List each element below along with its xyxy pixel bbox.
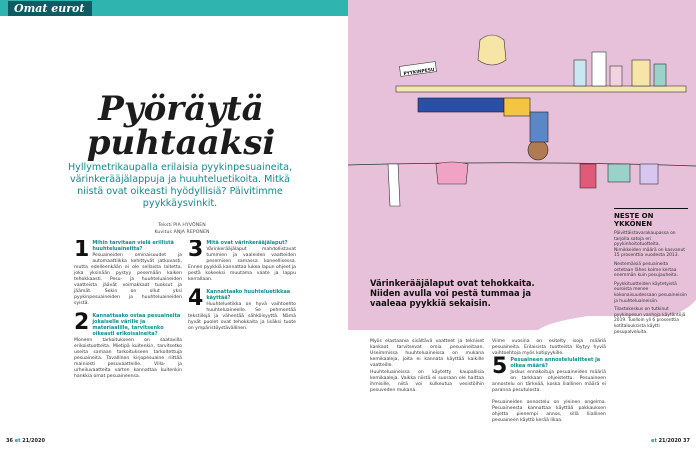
qa-section-3 [188, 240, 296, 283]
body-column-1 [74, 240, 182, 430]
sign-text: PYYKINPESU [403, 67, 435, 78]
sock [388, 164, 400, 206]
fact-item: Nestemäisiä pesuaineita ostetaan lähes kolme kertaa enemmän kuin pesujauheita. [614, 261, 678, 279]
left-page-footer [6, 438, 45, 444]
fact-box-title: NESTE ON YKKÖNEN [614, 208, 688, 228]
bottle [610, 66, 622, 86]
article-credits [100, 222, 264, 236]
page-number-left: 36 [6, 438, 13, 444]
section-number: 2 [74, 310, 90, 335]
body-column-2 [188, 240, 296, 430]
bottle [574, 60, 586, 86]
credit-illustration: Kuvitus ANJA REPONEN [154, 230, 210, 235]
section-body: Joskus ennakoituja pesuaineiden määriä on tarkkaan ohjeistettu. Pesuaineen annostelu on tärkeää, koska liiallinen määrä ei paranna pesutulosta. [492, 370, 606, 393]
person-torso [504, 98, 530, 116]
title-line-2: puhtaaksi [86, 123, 276, 163]
section-number: 5 [492, 354, 508, 379]
fact-item: Tilastokeskus on tutkinut pyykinpesun vanhoja käytäntöjä 2019. Tuolloin yli 6 prosenttia kotitalouksista käytti pesupalveluita. [614, 307, 686, 335]
fact-item: Päivittäistavarakaupassa on tarjolla satoja eri pyykinhoitotuotteita. Nimikkeiden määrä on kasvanut 15 prosenttia vuodesta 2013. [614, 231, 685, 259]
section-body: Pesuaineiden ominaisuudet ja automaattiikka kehittyvät jatkuvasti, mutta edelleenkään ei ole sellaista laitetta, joka yksinään pystyy pesemään kaiken tehokkaasti. Pesu- ja huuhteluaineiden vaatteista jäävät voimakkaat tuoksut ja jäämät. Sekin on ollut yksi pyykinpesuaineiden ja huuhteluaineiden syistä. [74, 253, 182, 306]
article-title [56, 89, 306, 163]
right-page [348, 0, 696, 450]
right-paragraph: Viime vuosina on esitelty isoja määriä pesuaineita. Erilaisista tuotteista löytyy hyviä vaihtoehtoja myös kotipyykille. [492, 339, 606, 356]
page-number-right: 37 [683, 438, 690, 444]
right-page-footer [651, 438, 690, 444]
bottle [654, 64, 666, 86]
section-heading: Kannattaako ostaa pesuaineita jokaiselle värille ja materiaalille, tarvitsenko oikeasti erikoisaineita? [92, 313, 181, 337]
section-body: Moneen tarkoitukseen on saatavilla erikoistuotteita. Mietipä kuitenkin, tarvitsetko useita samaan tarkoitukseen tarkoitettuja pesuaineita. Tavallinen kirjopesuaine riittää mainiosti pesuvaatteille. Villa- ja urheiluvaatteita varten kannattaa kuitenkin hankkia omat pesuaineensa. [74, 338, 182, 379]
fact-item: Pyykkituotteiden käytetyistä euroista menee kokonaisuudessaan pesuaineisiin ja huuhteluaineisiin. [614, 281, 687, 304]
section-heading: Mihin tarvitaan vielä erillistä huuhteluaineitta? [92, 240, 174, 252]
qa-section-4 [188, 286, 296, 332]
person-legs [418, 98, 504, 112]
section-number: 3 [188, 240, 204, 262]
fact-box [614, 208, 688, 408]
hanging-bag [478, 35, 506, 65]
section-heading: Kannattaako huuhteluetikkaa käyttää? [206, 289, 291, 301]
person-head [528, 140, 548, 160]
section-number: 4 [188, 286, 204, 311]
right-paragraph: Huuhteluaineissa on käytetty kaupallisia kemikaaleja. Vaikka niistä ei suoraan ole haittaa ihmisille, niitä voi kulkeutua vesistöihin pesuveden mukana. [370, 370, 484, 393]
issue-left: 21/2020 [22, 438, 45, 444]
section-heading: Mitä ovat värinkerääjälaput? [206, 240, 288, 246]
shirt [436, 162, 468, 184]
section-body: Huuhteluetikka on hyvä vaihtoehto huuhteluaineelle. Se pehmentää tekstiilejä ja vähentää sähköisyyttä. Nämä hyvät puolet ovat tehokkaita ja lisäksi tuote on ympäristöystävällinen. [188, 302, 296, 331]
section-heading: Pesuaineen annostelulaitteet ja oikea määrä? [510, 357, 601, 369]
section-number: 1 [74, 240, 90, 262]
right-column-2 [492, 338, 606, 438]
article-lead: Hyllymetrikaupalla erilaisia pyykinpesuaineita, värinkerääjälappuja ja huuhteluetikoita. Mitkä niistä ovat oikeasti hyödyllisiä? Päivitimme pyykkäysvinkit. [67, 162, 293, 209]
magazine-logo-left: et [14, 438, 21, 444]
right-paragraph: Pesuaineiden annostelu on yleinen ongelma. Pesuaineesta kannattaa käyttää pakkauksen ohjetta pienempi annos, sillä liiallinen pesuaineen käyttö kerää likaa. [492, 400, 606, 423]
credit-text: Teksti PIA HYVÖNEN [158, 223, 206, 228]
cloth [608, 164, 630, 182]
cloth [640, 164, 658, 184]
shelf [396, 86, 686, 92]
right-column-1 [370, 338, 484, 438]
qa-section-1 [74, 240, 182, 307]
right-body-columns [370, 338, 608, 438]
bottle [592, 52, 606, 86]
right-paragraph: Myös elastaania sisältävä vaatteet ja tekniset kankaat tarvitsevat omia pesuaineitaan. Useimmissa huuhteluaineissa on mukana kemikaaleja, joita ei kannata käyttää kaikille vaatteille. [370, 339, 484, 368]
title-line-1: Pyöräytä [98, 89, 264, 129]
illustration-caption: Värinkerääjälaput ovat tehokkaita. Niiden avulla voi pestä tummaa ja vaaleaa pyykkiä sekaisin. [370, 278, 535, 308]
section-bar [0, 0, 348, 16]
person-shirt [530, 112, 548, 142]
qa-section-5 [492, 354, 606, 394]
cloth [580, 164, 596, 188]
left-body-columns [74, 240, 296, 430]
qa-section-2 [74, 310, 182, 380]
section-label: Omat eurot [8, 1, 92, 16]
issue-right: 21/2020 [658, 438, 682, 444]
bottle [632, 60, 650, 86]
section-body: Värinkerääjälaput mahdollistavat tummien ja vaaleiden vaatteiden pesemisen samassa koneellisessa. Ennen pyykkiä kannattaa lukea lapun ohjeet ja pestä kokeeksi muutama vaate ja lappu kerrallaan. [188, 247, 296, 282]
magazine-logo-right: et [651, 438, 657, 444]
